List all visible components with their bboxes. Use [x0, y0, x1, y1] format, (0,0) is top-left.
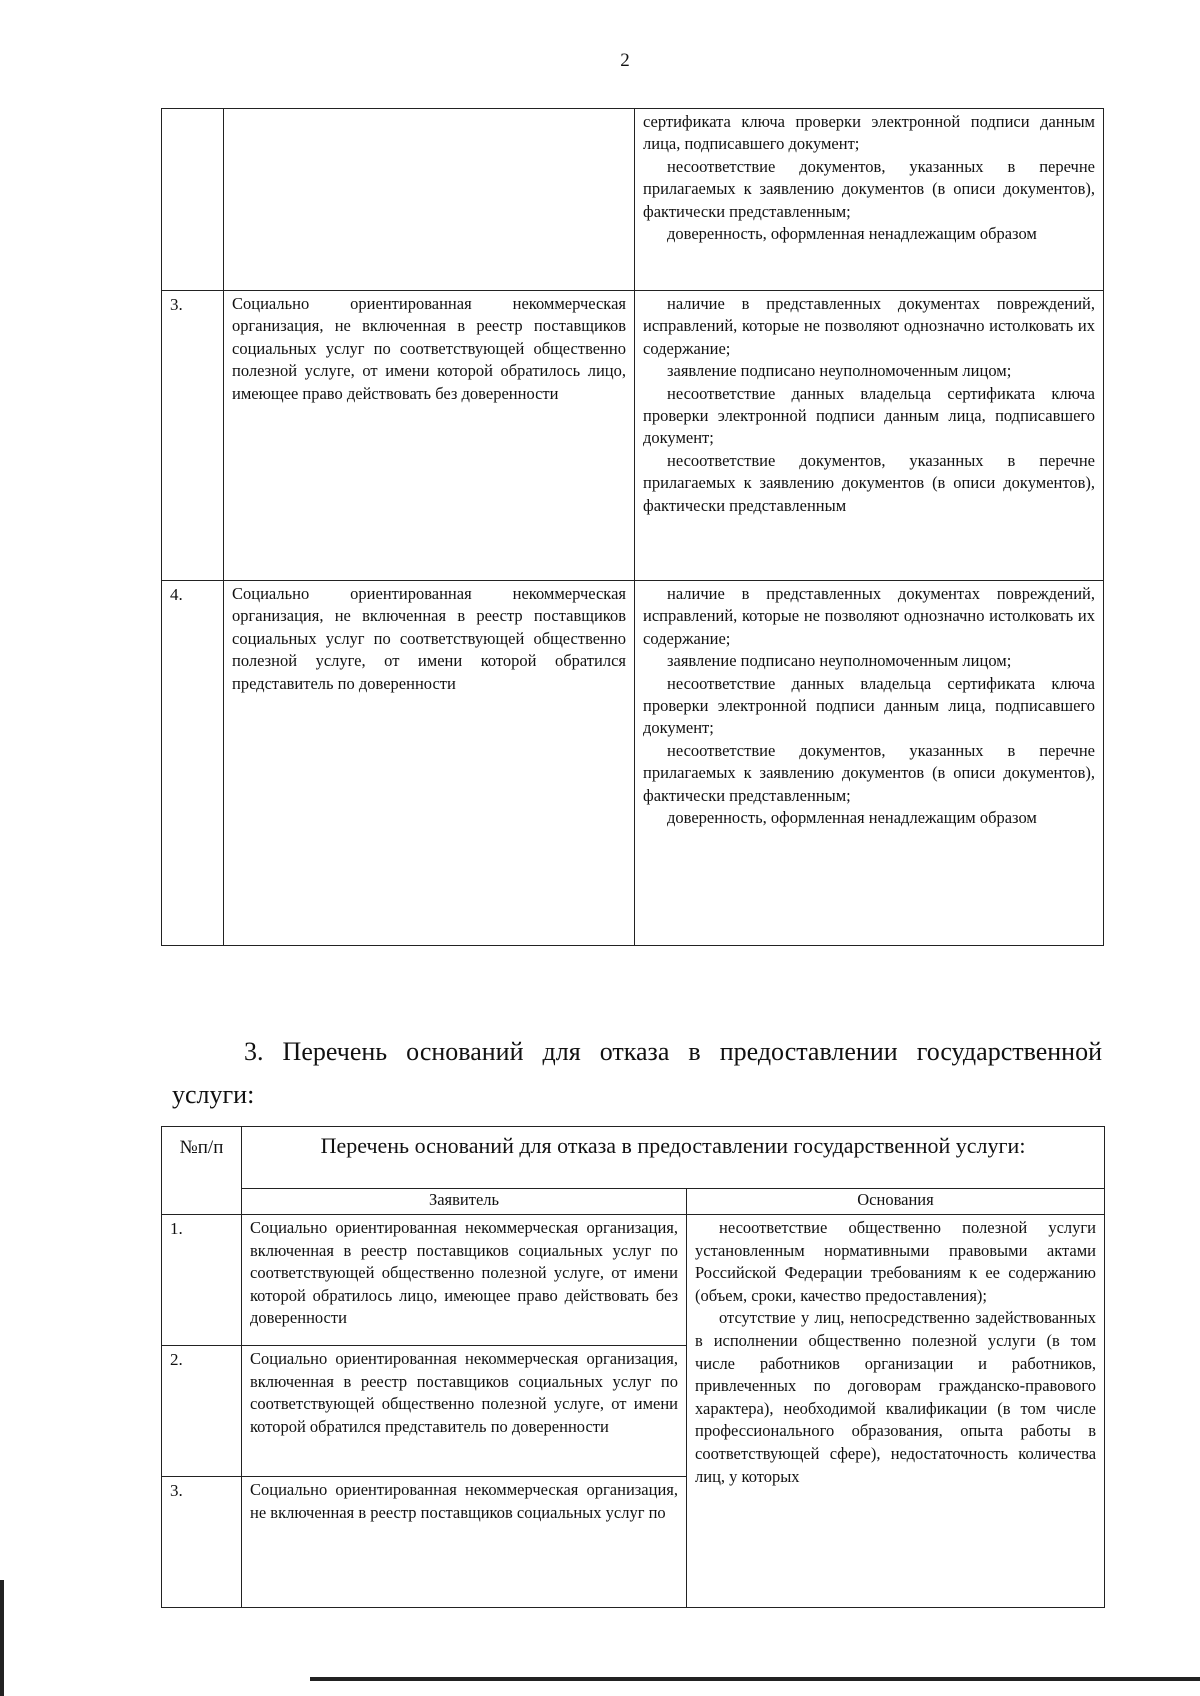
scan-edge-line — [310, 1677, 1200, 1681]
row-number: 3. — [162, 1477, 242, 1608]
row-number: 2. — [162, 1346, 242, 1477]
table-row — [162, 109, 1104, 291]
table-row — [162, 1215, 1105, 1346]
applicant-cell: Социально ориентированная некоммерческая организация, не включенная в реестр поставщиков социальных услуг по — [242, 1477, 687, 1608]
applicant-cell: Социально ориентированная некоммерческая организация, не включенная в реестр поставщиков социальных услуг по соответствующей общественно полезной услуге, от имени которой обратилось лицо, имеющее право действовать без доверенности — [224, 291, 635, 581]
page-number: 2 — [620, 50, 630, 71]
grounds-cell: наличие в представленных документах повреждений, исправлений, которые не позволяют однозначно истолковать их содержание; заявление подписано неуполномоченным лицом; несоответствие данных владельца сертификата ключа проверки электронной подписи данным лица, подписавшего документ; несоответствие документов, указанных в перечне прилагаемых к заявлению документов (в описи документов), фактически представленным — [635, 291, 1104, 581]
applicant-cell: Социально ориентированная некоммерческая организация, не включенная в реестр поставщиков социальных услуг по соответствующей общественно полезной услуге, от имени которой обратился представитель по доверенности — [224, 581, 635, 946]
column-header-applicant: Заявитель — [242, 1189, 687, 1215]
refusal-grounds-table — [161, 1126, 1105, 1608]
grounds-cell: наличие в представленных документах повреждений, исправлений, которые не позволяют однозначно истолковать их содержание; заявление подписано неуполномоченным лицом; несоответствие данных владельца сертификата ключа проверки электронной подписи данным лица, подписавшего документ; несоответствие документов, указанных в перечне прилагаемых к заявлению документов (в описи документов), фактически представленным; доверенность, оформленная ненадлежащим образом — [635, 581, 1104, 946]
applicant-cell: Социально ориентированная некоммерческая организация, включенная в реестр поставщиков социальных услуг по соответствующей общественно полезной услуге, от имени которой обратилось лицо, имеющее право действовать без доверенности — [242, 1215, 687, 1346]
table-subheader-row — [162, 1189, 1105, 1215]
table-row — [162, 581, 1104, 946]
grounds-table-continued — [161, 108, 1104, 946]
column-header-grounds: Основания — [687, 1189, 1105, 1215]
scan-edge-mark — [0, 1580, 4, 1696]
grounds-cell: несоответствие общественно полезной услуги установленным нормативными правовыми актами Российской Федерации требованиям к ее содержанию (объем, сроки, качество предоставления); отсутствие у лиц, непосредственно задействованных в исполнении общественно полезной услуги (в том числе работников организации и работников, привлеченных по договорам гражданско-правового характера), необходимой квалификации (в том числе профессионального образования, опыта работы в соответствующей сфере), недостаточность количества лиц, у которых — [687, 1215, 1105, 1608]
row-number: 1. — [162, 1215, 242, 1346]
applicant-cell: Социально ориентированная некоммерческая организация, включенная в реестр поставщиков социальных услуг по соответствующей общественно полезной услуге, от имени которой обратился представитель по доверенности — [242, 1346, 687, 1477]
row-number: 4. — [162, 581, 224, 946]
header-number: №п/п — [162, 1127, 242, 1215]
grounds-cell: сертификата ключа проверки электронной подписи данным лица, подписавшего документ; несоответствие документов, указанных в перечне прилагаемых к заявлению документов (в описи документов), фактически представленным; доверенность, оформленная ненадлежащим образом — [635, 109, 1104, 291]
table-row — [162, 291, 1104, 581]
applicant-cell — [224, 109, 635, 291]
section-heading: 3. Перечень оснований для отказа в предоставлении государственной услуги: — [172, 1037, 1102, 1109]
row-number — [162, 109, 224, 291]
row-number: 3. — [162, 291, 224, 581]
header-title: Перечень оснований для отказа в предоставлении государственной услуги: — [242, 1127, 1105, 1189]
table-header-row — [162, 1127, 1105, 1189]
